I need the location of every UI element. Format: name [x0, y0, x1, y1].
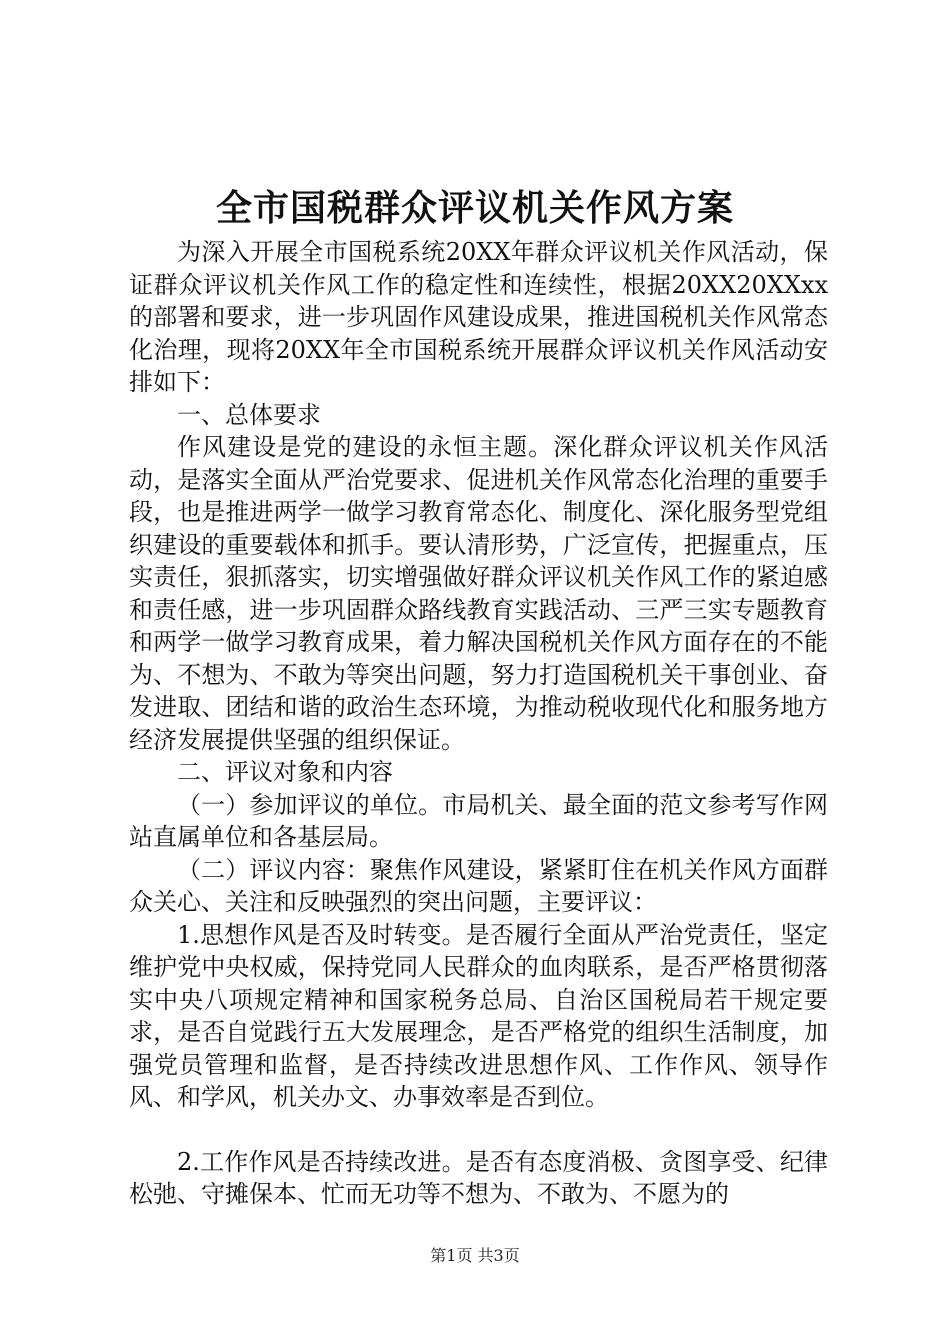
paragraph-general-requirements: 作风建设是党的建设的永恒主题。深化群众评议机关作风活动，是落实全面从严治党要求、促进机关作风常态化治理的重要手段，也是推进两学一做学习教育常态化、制度化、深化服务型党组织建设的重要载体和抓手。要认清形势，广泛宣传，把握重点，压实责任，狠抓落实，切实增强做好群众评议机关作风工作的紧迫感和责任感，进一步巩固群众路线教育实践活动、三严三实专题教育和两学一做学习教育成果，着力解决国税机关作风方面存在的不能为、不想为、不敢为等突出问题，努力打造国税机关干事创业、奋发进取、团结和谐的政治生态环境，为推动税收现代化和服务地方经济发展提供坚强的组织保证。 [129, 433, 828, 754]
document-body [129, 236, 828, 1211]
section-heading-evaluation-targets: 二、评议对象和内容 [177, 758, 393, 786]
paragraph-participating-units: （一）参加评议的单位。市局机关、最全面的范文参考写作网站直属单位和各基层局。 [129, 790, 828, 851]
paragraph-intro: 为深入开展全市国税系统20XX年群众评议机关作风活动，保证群众评议机关作风工作的稳定性和连续性，根据20XX20XXxx的部署和要求，进一步巩固作风建设成果，推进国税机关作风常态化治理，现将20XX年全市国税系统开展群众评议机关作风活动安排如下： [129, 238, 828, 396]
page-number-footer: 第1页 共3页 [430, 1246, 520, 1265]
paragraph-evaluation-content: （二）评议内容：聚焦作风建设，紧紧盯住在机关作风方面群众关心、关注和反映强烈的突出问题，主要评议： [129, 855, 828, 916]
document-title: 全市国税群众评议机关作风方案 [215, 188, 734, 229]
section-heading-general-requirements: 一、总体要求 [177, 400, 321, 429]
paragraph-item-1: 1.思想作风是否及时转变。是否履行全面从严治党责任，坚定维护党中央权威，保持党同人民群众的血肉联系，是否严格贯彻落实中央八项规定精神和国家税务总局、自治区国税局若干规定要求，是否自觉践行五大发展理念，是否严格党的组织生活制度，加强党员管理和监督，是否持续改进思想作风、工作作风、领导作风、和学风，机关办文、办事效率是否到位。 [129, 920, 828, 1111]
paragraph-item-2: 2.工作作风是否持续改进。是否有态度消极、贪图享受、纪律松弛、守摊保本、忙而无功等不想为、不敢为、不愿为的 [129, 1147, 828, 1208]
